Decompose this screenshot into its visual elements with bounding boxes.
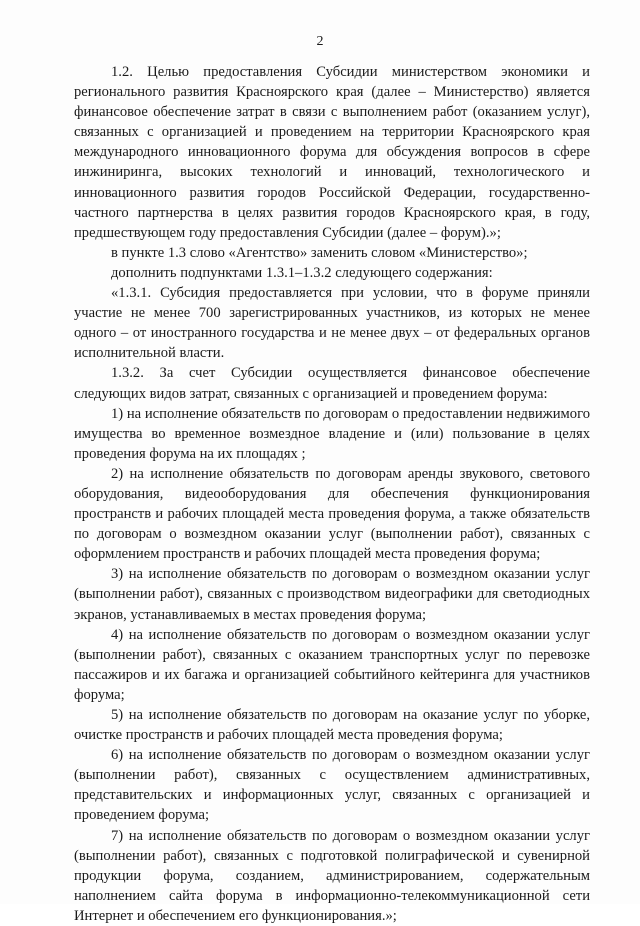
document-body <box>74 62 590 926</box>
paragraph-1-2: 1.2. Целью предоставления Субсидии министерством экономики и регионального развития Красноярского края (далее – Министерство) является финансовое обеспечение затрат в связи с выполнением работ (оказанием услуг), связанных с организацией и проведением на территории Красноярского края международного инновационного форума для обсуждения вопросов в сфере инжиниринга, высоких технологий и инноваций, технологического и инновационного развития городов Российской Федерации, государственно-частного партнерства в целях развития городов Красноярского края, в году, предшествующем году предоставления Субсидии (далее – форум).»; <box>74 64 590 241</box>
list-item-3: 3) на исполнение обязательств по договорам о возмездном оказании услуг (выполнении работ), связанных с производством видеографики для светодиодных экранов, устанавливаемых в местах проведения форума; <box>74 566 590 623</box>
list-item-4: 4) на исполнение обязательств по договорам о возмездном оказании услуг (выполнении работ), связанных с оказанием транспортных услуг по перевозке пассажиров и их багажа и организацией событийного кейтеринга для участников форума; <box>74 626 590 703</box>
list-item-7: 7) на исполнение обязательств по договорам о возмездном оказании услуг (выполнении работ), связанных с подготовкой полиграфической и сувенирной продукции форума, созданием, администрированием, содержательным наполнением сайта форума в информационно-телекоммуникационной сети Интернет и обеспечением его функционирования.»; <box>74 827 590 924</box>
paragraph-1-3-2: 1.3.2. За счет Субсидии осуществляется финансовое обеспечение следующих видов затрат, связанных с организацией и проведением форума: <box>74 365 590 402</box>
paragraph-1-3-1: «1.3.1. Субсидия предоставляется при условии, что в форуме приняли участие не менее 700 зарегистрированных участников, из которых не менее одного – от иностранного государства и не менее двух – от федеральных органов исполнительной власти. <box>74 285 590 362</box>
paragraph-replace-word: в пункте 1.3 слово «Агентство» заменить словом «Министерство»; <box>111 244 528 261</box>
list-item-2: 2) на исполнение обязательств по договорам аренды звукового, светового оборудования, видеооборудования для обеспечения функционирования пространств и рабочих площадей места проведения форума, а также обязательств по договорам о возмездном оказании услуг (выполнении работ), связанных с оформлением пространств и рабочих площадей места проведения форума; <box>74 465 590 563</box>
list-item-1: 1) на исполнение обязательств по договорам о предоставлении недвижимого имущества во временное возмездное владение и (или) пользование в целях проведения форума на их площадях ; <box>74 405 590 462</box>
list-item-5: 5) на исполнение обязательств по договорам на оказание услуг по уборке, очистке пространств и рабочих площадей места проведения форума; <box>74 707 590 744</box>
page-number: 2 <box>316 34 324 49</box>
list-item-6: 6) на исполнение обязательств по договорам о возмездном оказании услуг (выполнении работ), связанных с осуществлением административных, представительских и информационных услуг, связанных с организацией и проведением форума; <box>74 747 590 824</box>
paragraph-add-subitems: дополнить подпунктами 1.3.1–1.3.2 следующего содержания: <box>111 264 493 281</box>
